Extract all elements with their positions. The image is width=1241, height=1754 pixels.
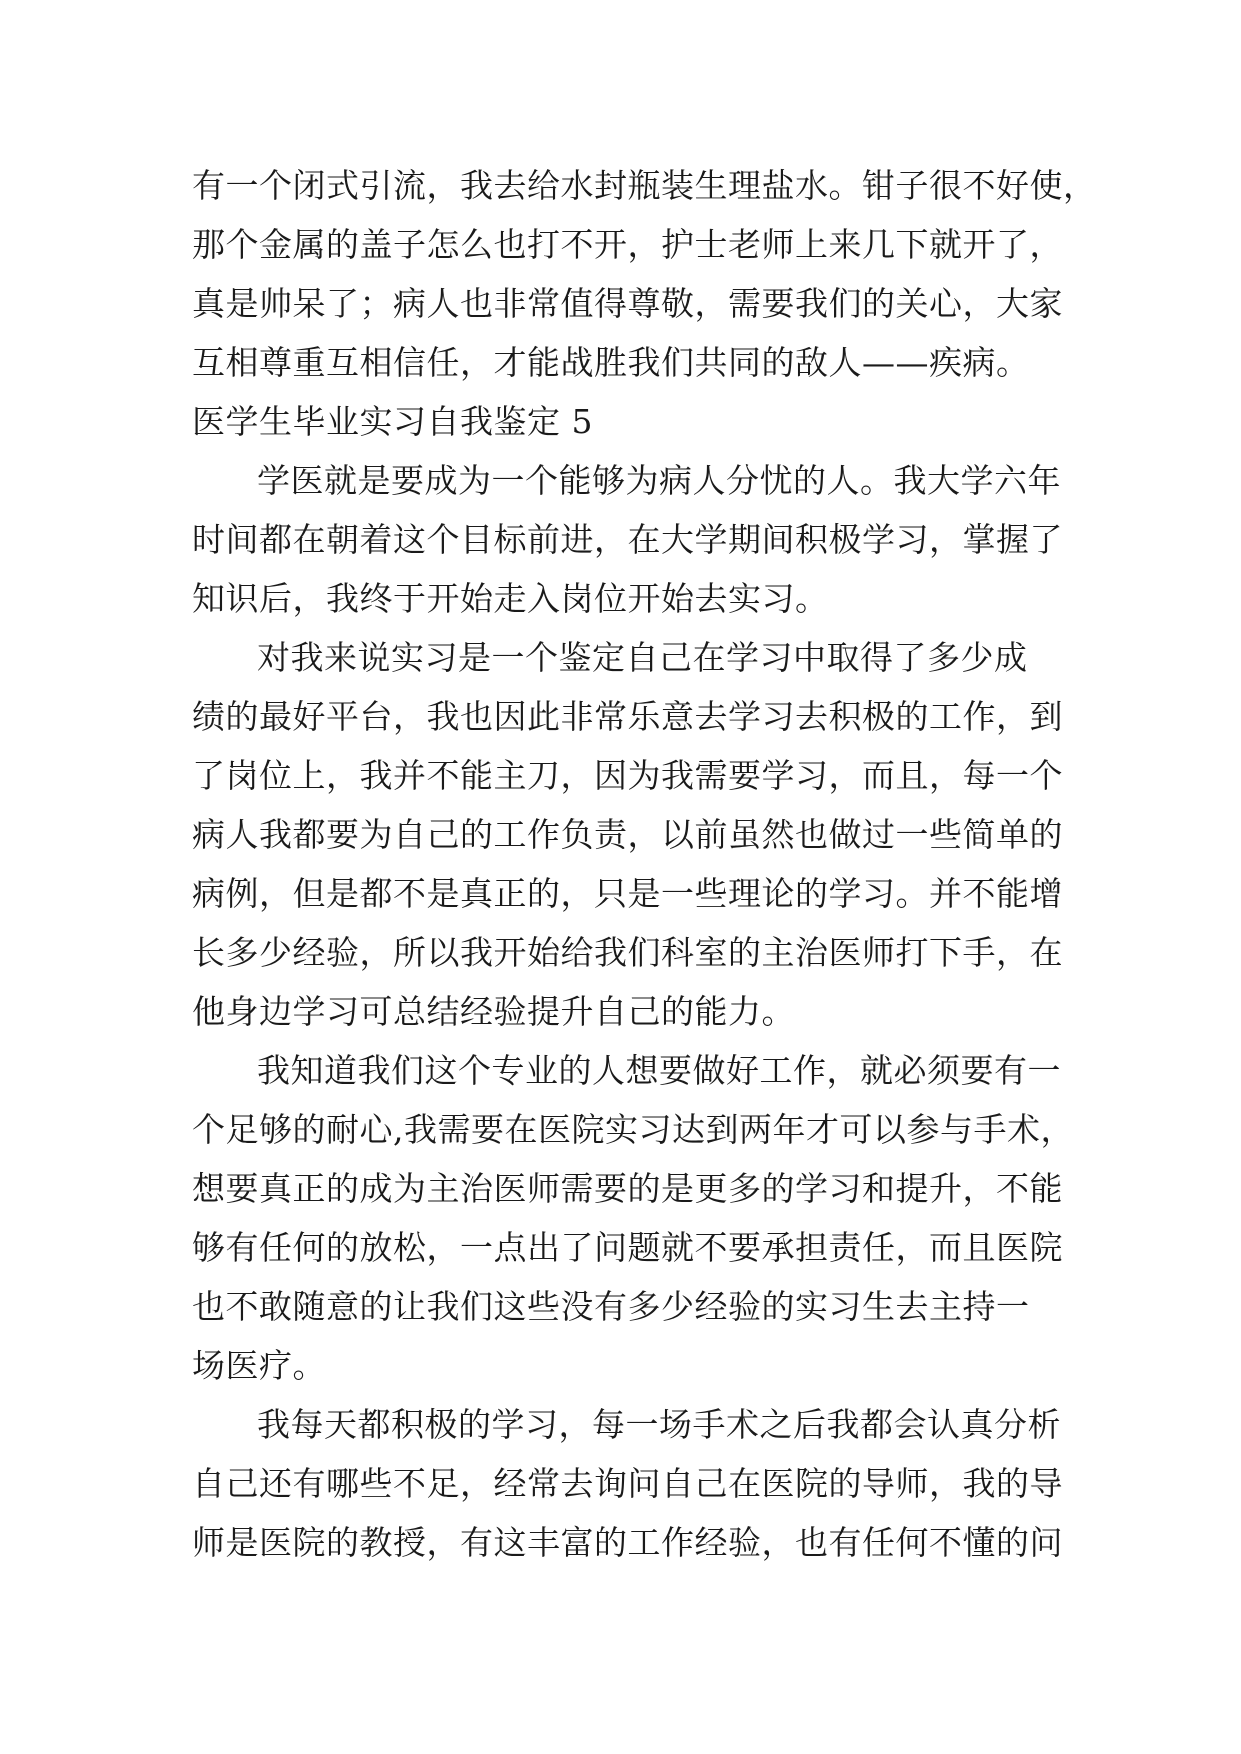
text-line: 真是帅呆了；病人也非常值得尊敬，需要我们的关心，大家 <box>192 284 1063 323</box>
text-line: 想要真正的成为主治医师需要的是更多的学习和提升，不能 <box>192 1169 1063 1208</box>
text-line: 师是医院的教授，有这丰富的工作经验，也有任何不懂的问 <box>192 1523 1063 1562</box>
text-line: 自己还有哪些不足，经常去询问自己在医院的导师，我的导 <box>192 1464 1063 1503</box>
text-line: 我每天都积极的学习，每一场手术之后我都会认真分析 <box>257 1405 1061 1444</box>
text-line: 个足够的耐心,我需要在医院实习达到两年才可以参与手术， <box>192 1110 1074 1149</box>
text-line: 对我来说实习是一个鉴定自己在学习中取得了多少成 <box>257 638 1028 677</box>
text-line: 够有任何的放松，一点出了问题就不要承担责任，而且医院 <box>192 1228 1063 1267</box>
text-line: 场医疗。 <box>192 1346 326 1385</box>
text-line: 病例，但是都不是真正的，只是一些理论的学习。并不能增 <box>192 874 1063 913</box>
text-line: 了岗位上，我并不能主刀，因为我需要学习，而且，每一个 <box>192 756 1063 795</box>
text-line: 长多少经验，所以我开始给我们科室的主治医师打下手，在 <box>192 933 1063 972</box>
text-line: 知识后，我终于开始走入岗位开始去实习。 <box>192 579 829 618</box>
text-line: 绩的最好平台，我也因此非常乐意去学习去积极的工作，到 <box>192 697 1063 736</box>
text-line: 也不敢随意的让我们这些没有多少经验的实习生去主持一 <box>192 1287 1030 1326</box>
text-line: 他身边学习可总结经验提升自己的能力。 <box>192 992 795 1031</box>
section-heading: 医学生毕业实习自我鉴定 5 <box>192 402 593 441</box>
text-line: 互相尊重互相信任，才能战胜我们共同的敌人——疾病。 <box>192 343 1030 382</box>
text-line: 有一个闭式引流，我去给水封瓶装生理盐水。钳子很不好使， <box>192 166 1097 205</box>
text-line: 时间都在朝着这个目标前进，在大学期间积极学习，掌握了 <box>192 520 1063 559</box>
text-line: 病人我都要为自己的工作负责，以前虽然也做过一些简单的 <box>192 815 1063 854</box>
text-line: 学医就是要成为一个能够为病人分忧的人。我大学六年 <box>257 461 1061 500</box>
text-line: 我知道我们这个专业的人想要做好工作，就必须要有一 <box>257 1051 1061 1090</box>
text-line: 那个金属的盖子怎么也打不开，护士老师上来几下就开了， <box>192 225 1063 264</box>
